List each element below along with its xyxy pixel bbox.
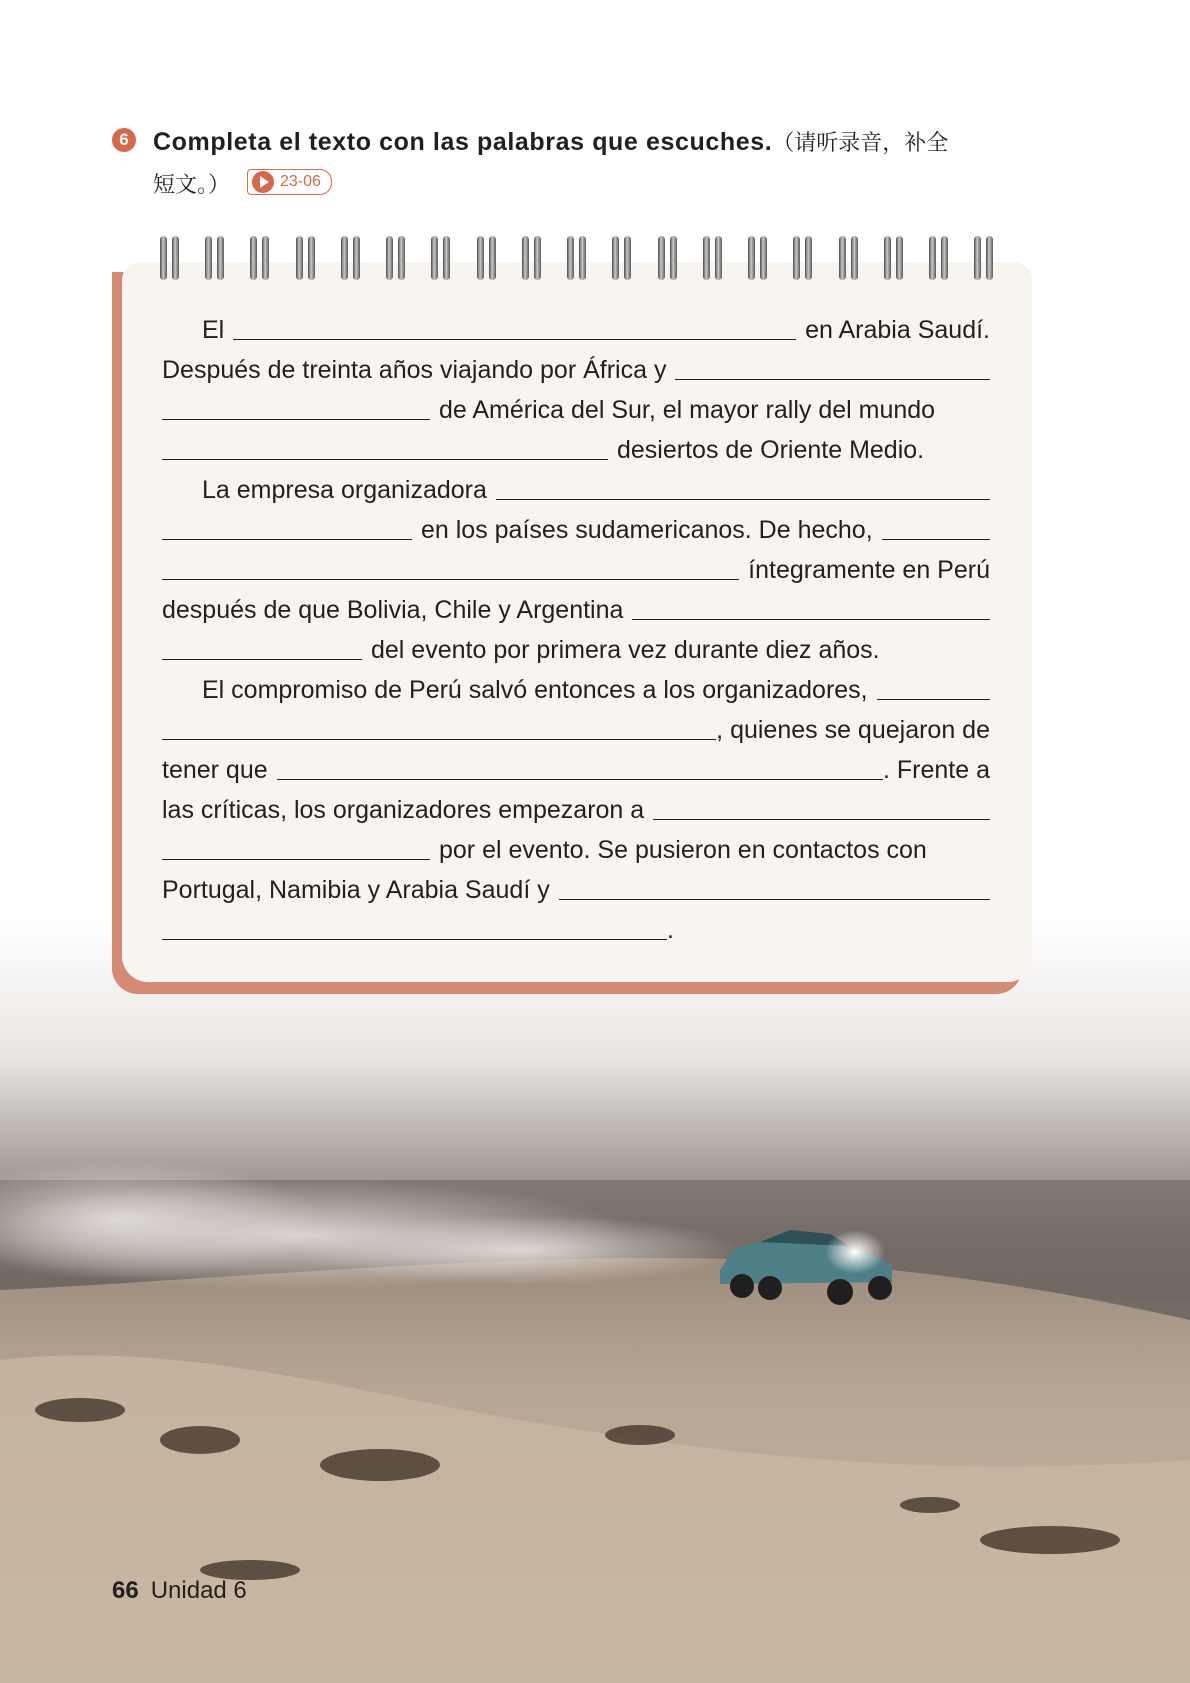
spiral-ring-icon (475, 236, 499, 282)
passage-line (162, 910, 990, 950)
passage-line (162, 390, 990, 430)
passage-text: íntegramente en Perú (748, 556, 990, 584)
answer-blank[interactable] (162, 837, 430, 860)
passage-text: Portugal, Namibia y Arabia Saudí y (162, 876, 550, 904)
answer-blank[interactable] (882, 517, 990, 540)
spiral-ring-icon (294, 236, 318, 282)
passage-text: por el evento. Se pusieron en contactos con (439, 836, 927, 864)
spiral-ring-icon (701, 236, 725, 282)
passage-line (162, 670, 990, 710)
spiral-ring-icon (429, 236, 453, 282)
passage-text: desiertos de Oriente Medio. (617, 436, 925, 464)
exercise-instruction (153, 122, 1043, 206)
passage-text: El (202, 316, 225, 344)
passage-text: del evento por primera vez durante diez años. (371, 636, 880, 664)
answer-blank[interactable] (162, 557, 739, 580)
audio-track-button[interactable] (247, 169, 332, 195)
passage-text: . (667, 916, 674, 944)
audio-track-label: 23-06 (279, 173, 321, 191)
passage-line (162, 870, 990, 910)
passage-text: . Frente a (883, 756, 990, 784)
exercise-chinese-line2: 短文。） (153, 173, 231, 198)
passage-line (162, 510, 990, 550)
exercise-number: 6 (112, 128, 136, 152)
spiral-ring-icon (520, 236, 544, 282)
answer-blank[interactable] (233, 317, 796, 340)
passage-line (162, 830, 990, 870)
spiral-ring-icon (791, 236, 815, 282)
unit-label: Unidad 6 (150, 1577, 247, 1604)
exercise-title: Completa el texto con las palabras que escuches. (153, 128, 773, 156)
spiral-ring-icon (656, 236, 680, 282)
answer-blank[interactable] (277, 757, 883, 780)
passage-text: tener que (162, 756, 268, 784)
spiral-ring-icon (882, 236, 906, 282)
answer-blank[interactable] (162, 517, 412, 540)
answer-blank[interactable] (162, 717, 716, 740)
passage-text: , quienes se quejaron de (716, 716, 990, 744)
spiral-ring-icon (339, 236, 363, 282)
spiral-ring-icon (384, 236, 408, 282)
spiral-ring-icon (837, 236, 861, 282)
desert-rally-photo (0, 920, 1190, 1683)
passage-line (162, 430, 990, 470)
exercise-chinese-line1: （请听录音，补全 (772, 131, 949, 156)
answer-blank[interactable] (496, 477, 990, 500)
passage-line (162, 590, 990, 630)
play-circle-icon (252, 171, 274, 193)
passage-text: Después de treinta años viajando por África y (162, 356, 667, 384)
answer-blank[interactable] (162, 437, 608, 460)
spiral-ring-icon (927, 236, 951, 282)
passage-text: El compromiso de Perú salvó entonces a los organizadores, (202, 676, 868, 704)
answer-blank[interactable] (559, 877, 990, 900)
passage-line (162, 550, 990, 590)
fill-in-passage (162, 310, 990, 950)
spiral-ring-icon (610, 236, 634, 282)
passage-line (162, 790, 990, 830)
passage-line (162, 470, 990, 510)
passage-line (162, 350, 990, 390)
passage-line (162, 710, 990, 750)
answer-blank[interactable] (632, 597, 990, 620)
passage-text: en los países sudamericanos. De hecho, (421, 516, 873, 544)
spiral-ring-icon (203, 236, 227, 282)
passage-text: después de que Bolivia, Chile y Argentina (162, 596, 624, 624)
answer-blank[interactable] (877, 677, 990, 700)
answer-blank[interactable] (162, 397, 430, 420)
page-footer (112, 1577, 247, 1605)
spiral-ring-icon (565, 236, 589, 282)
answer-blank[interactable] (162, 917, 667, 940)
spiral-ring-icon (158, 236, 182, 282)
passage-line (162, 630, 990, 670)
spiral-ring-icon (248, 236, 272, 282)
page-number: 66 (112, 1577, 139, 1604)
spiral-ring-icon (972, 236, 996, 282)
spiral-ring-icon (746, 236, 770, 282)
passage-text: La empresa organizadora (202, 476, 487, 504)
passage-text: en Arabia Saudí. (805, 316, 990, 344)
passage-line (162, 750, 990, 790)
notebook-spiral-rings (158, 236, 1018, 286)
passage-text: las críticas, los organizadores empezaron a (162, 796, 645, 824)
passage-text: de América del Sur, el mayor rally del mundo (439, 396, 936, 424)
passage-line (162, 310, 990, 350)
answer-blank[interactable] (162, 637, 362, 660)
answer-blank[interactable] (675, 357, 990, 380)
answer-blank[interactable] (653, 797, 990, 820)
